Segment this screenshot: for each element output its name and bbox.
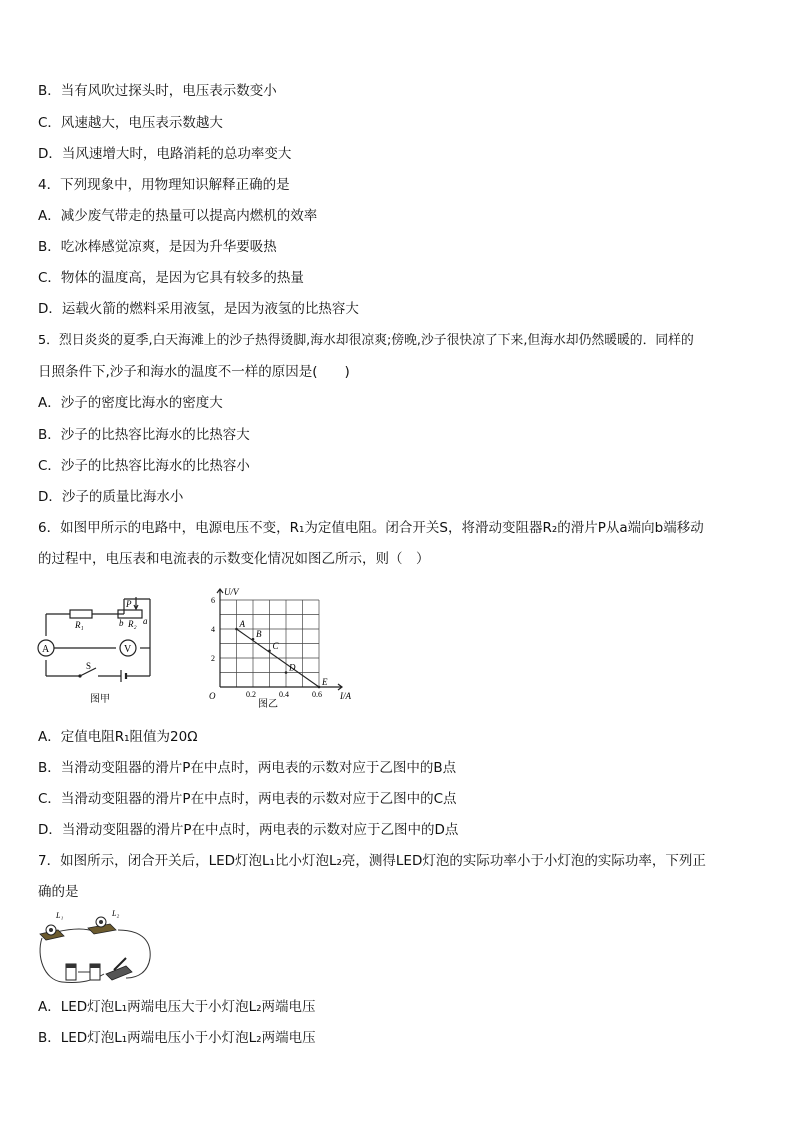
graph-yi xyxy=(204,583,364,711)
point-label-c: C xyxy=(272,640,279,651)
q6-option-d: D．当滑动变阻器的滑片P在中点时，两电表的示数对应于乙图中的D点 xyxy=(38,822,459,838)
y-tick-label: 4 xyxy=(211,625,215,634)
q5-option-d: D．沙子的质量比海水小 xyxy=(38,489,184,505)
q5-option-b: B．沙子的比热容比海水的比热容大 xyxy=(38,427,250,443)
figure-yi-caption: 图乙 xyxy=(258,699,278,710)
q7-stem-line1: 7．如图所示，闭合开关后，LED灯泡L₁比小灯泡L₂亮，测得LED灯泡的实际功率小于小灯泡的实际功率，下列正 xyxy=(38,853,706,869)
q7-option-b: B．LED灯泡L₁两端电压小于小灯泡L₂两端电压 xyxy=(38,1030,316,1046)
slider-p-label: P xyxy=(126,599,132,609)
r1-label: R₁ xyxy=(75,620,84,630)
origin-label: O xyxy=(209,691,216,701)
point-label-e: E xyxy=(322,677,328,687)
x-tick-label: 0.6 xyxy=(312,690,322,699)
q4-stem: 4．下列现象中，用物理知识解释正确的是 xyxy=(38,177,290,193)
q4-option-c: C．物体的温度高，是因为它具有较多的热量 xyxy=(38,270,304,286)
y-tick-label: 6 xyxy=(211,596,215,605)
q7-stem-line2: 确的是 xyxy=(38,884,79,900)
x-axis-label: I/A xyxy=(340,691,351,701)
q6-stem-line1: 6．如图甲所示的电路中，电源电压不变，R₁为定值电阻。闭合开关S，将滑动变阻器R₂的滑片P从a端向b端移动 xyxy=(38,520,704,536)
led-bulb-l1-icon xyxy=(40,925,64,940)
y-axis-label: U/V xyxy=(224,587,239,597)
point-d xyxy=(285,671,288,674)
q6-stem-line2: 的过程中，电压表和电流表的示数变化情况如图乙所示，则（ ） xyxy=(38,551,430,567)
bulb-l2-icon xyxy=(88,917,116,934)
q4-option-a: A．减少废气带走的热量可以提高内燃机的效率 xyxy=(38,208,318,224)
q5-option-a: A．沙子的密度比海水的密度大 xyxy=(38,395,223,411)
point-label-d: D xyxy=(289,662,296,673)
x-tick-label: 0.2 xyxy=(246,690,256,699)
q7-option-a: A．LED灯泡L₁两端电压大于小灯泡L₂两端电压 xyxy=(38,999,316,1015)
r2-label: R₂ xyxy=(128,619,137,629)
q5-stem-line2: 日照条件下,沙子和海水的温度不一样的原因是( ) xyxy=(38,364,350,380)
end-a-label: a xyxy=(143,616,148,626)
q5-option-c: C．沙子的比热容比海水的比热容小 xyxy=(38,458,250,474)
q5-stem-line1: 5．烈日炎炎的夏季,白天海滩上的沙子热得烫脚,海水却很凉爽;傍晚,沙子很快凉了下来,但海水却仍然暖暖的．同样的 xyxy=(38,333,694,348)
point-label-b: B xyxy=(256,629,262,640)
point-c xyxy=(268,649,271,652)
voltmeter-label: V xyxy=(124,644,132,655)
point-label-a: A xyxy=(239,619,245,629)
y-tick-label: 2 xyxy=(211,654,215,663)
q6-option-b: B．当滑动变阻器的滑片P在中点时，两电表的示数对应于乙图中的B点 xyxy=(38,760,457,776)
switch-label: S xyxy=(86,661,92,671)
q3-option-c: C．风速越大，电压表示数越大 xyxy=(38,115,223,131)
end-b-label: b xyxy=(119,618,124,628)
q3-option-d: D．当风速增大时，电路消耗的总功率变大 xyxy=(38,146,292,162)
q6-option-c: C．当滑动变阻器的滑片P在中点时，两电表的示数对应于乙图中的C点 xyxy=(38,791,457,807)
q3-option-b: B．当有风吹过探头时，电压表示数变小 xyxy=(38,83,277,99)
figure-jia-caption: 图甲 xyxy=(90,694,110,705)
l1-label: L₁ xyxy=(56,911,64,920)
q6-option-a: A．定值电阻R₁阻值为20Ω xyxy=(38,729,198,745)
q4-option-d: D．运载火箭的燃料采用液氢，是因为液氢的比热容大 xyxy=(38,301,359,317)
l2-label: L₂ xyxy=(112,909,120,918)
point-e xyxy=(318,686,321,689)
circuit-diagram-jia xyxy=(36,586,164,708)
q4-option-b: B．吃冰棒感觉凉爽，是因为升华要吸热 xyxy=(38,239,277,255)
point-b xyxy=(252,638,255,641)
switch-icon xyxy=(106,958,132,980)
point-a xyxy=(235,628,238,631)
led-circuit-figure xyxy=(34,908,158,988)
x-tick-label: 0.4 xyxy=(279,690,289,699)
ammeter-label: A xyxy=(42,644,50,655)
